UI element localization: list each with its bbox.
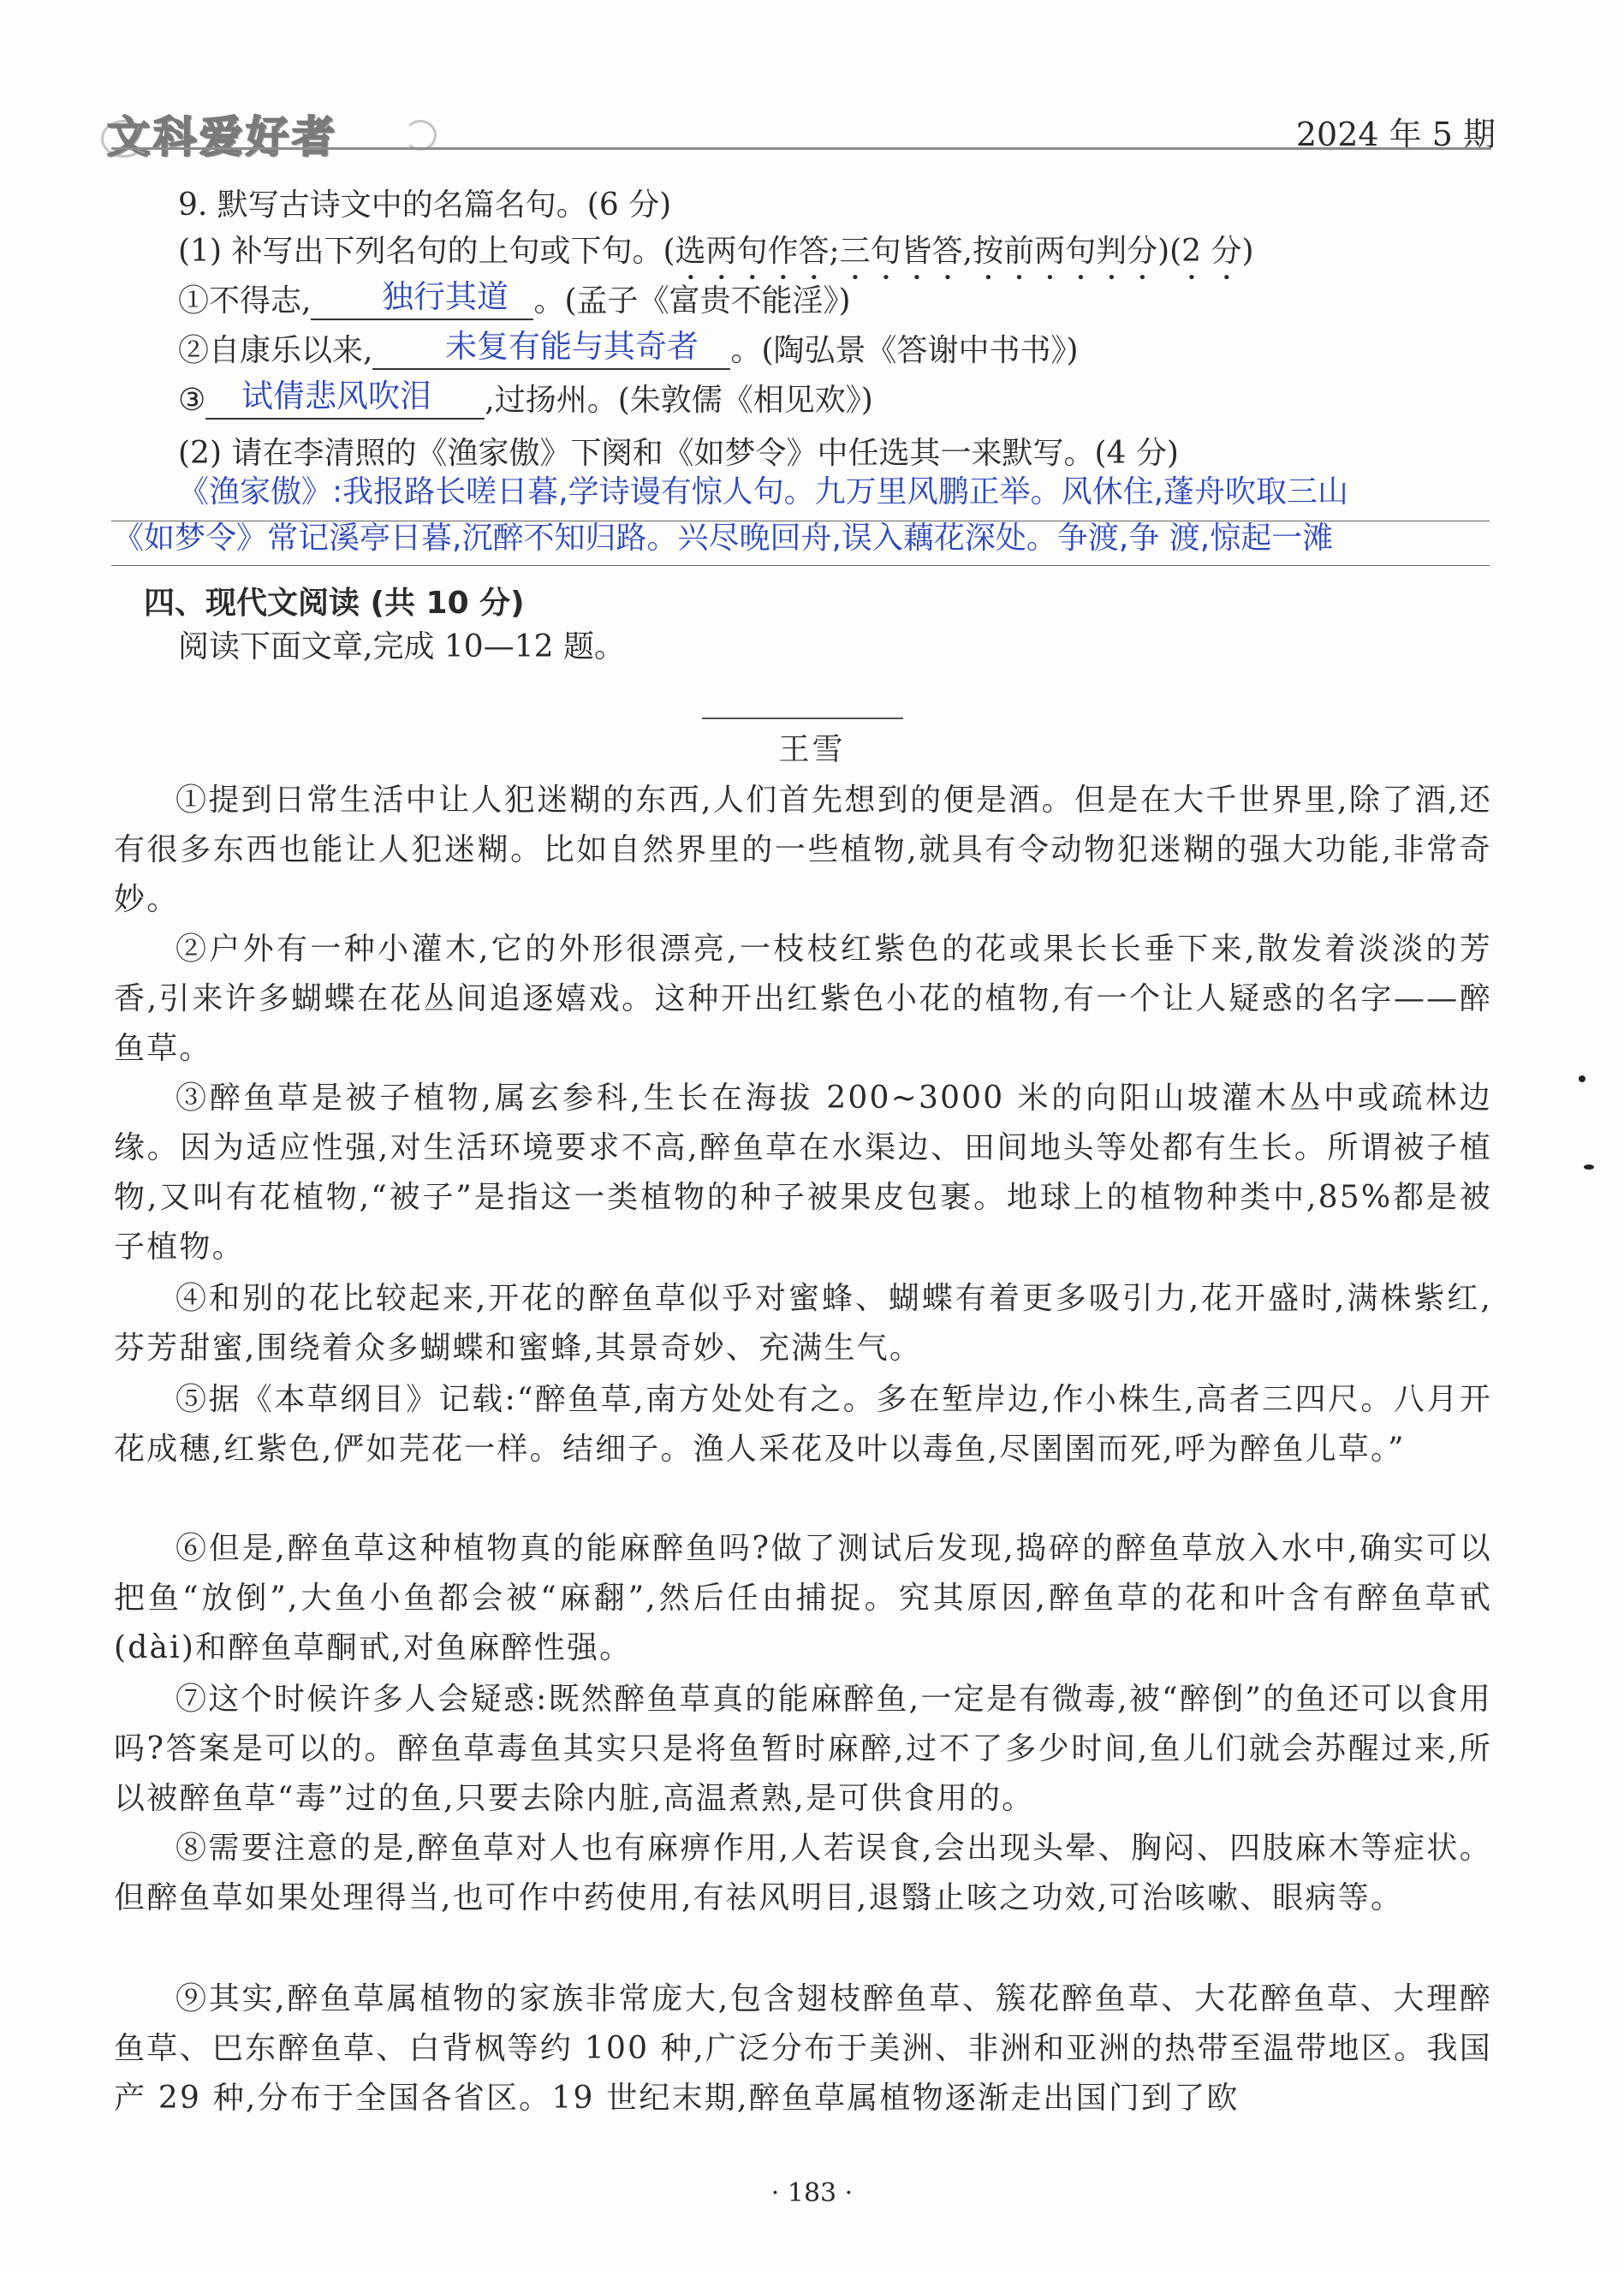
paragraph-6: ⑥但是,醉鱼草这种植物真的能麻醉鱼吗?做了测试后发现,捣碎的醉鱼草放入水中,确实可以把鱼“放倒”,大鱼小鱼都会被“麻翻”,然后任由捕捉。究其原因,醉鱼草的花和叶含有醉鱼草甙(dài)和醉鱼草酮甙,对鱼麻醉性强。 xyxy=(114,1531,1493,1665)
q9-item1-suffix: 。(孟子《富贵不能淫》) xyxy=(533,283,851,319)
q9-item2-prefix: ②自康乐以来, xyxy=(178,333,373,368)
margin-pen-mark xyxy=(1579,1075,1585,1082)
q9-part2: (2) 请在李清照的《渔家傲》下阕和《如梦令》中任选其一来默写。(4 分) xyxy=(178,436,1179,471)
logo-swirl-right xyxy=(404,120,437,151)
page-number: · 183 · xyxy=(770,2178,854,2208)
q9-item1-prefix: ①不得志, xyxy=(178,283,312,319)
paragraph-5: ⑤据《本草纲目》记载:“醉鱼草,南方处处有之。多在堑岸边,作小株生,高者三四尺。八月开花成穗,红紫色,俨如芫花一样。结细子。渔人采花及叶以毒鱼,尽圉圉而死,呼为醉鱼儿草。” xyxy=(114,1382,1492,1467)
section-heading: 四、现代文阅读 (共 10 分) xyxy=(144,586,525,621)
q9-part1-intro: (1) 补写出下列名句的上句或下句。 xyxy=(178,234,663,269)
paragraph-7: ⑦这个时候许多人会疑惑:既然醉鱼草真的能麻醉鱼,一定是有微毒,被“醉倒”的鱼还可以食用吗?答案是可以的。醉鱼草毒鱼其实只是将鱼暂时麻醉,过不了多少时间,鱼儿们就会苏醒过来,所以被醉鱼草“毒”过的鱼,只要去除内脏,高温煮熟,是可供食用的。 xyxy=(114,1682,1492,1816)
article-author: 王雪 xyxy=(778,732,846,767)
q9-answer-line1: 《渔家傲》:我报路长嗟日暮,学诗谩有惊人句。九万里风鹏正举。风休住,蓬舟吹取三山 xyxy=(178,474,1349,509)
header-rule xyxy=(111,147,1491,150)
q9-answer-line2: 《如梦令》常记溪亭日暮,沉醉不知归路。兴尽晚回舟,误入藕花深处。争渡,争 渡,惊起一滩 xyxy=(113,521,1334,556)
margin-pen-mark xyxy=(1584,1164,1594,1170)
section-instruction: 阅读下面文章,完成 10—12 题。 xyxy=(178,629,625,664)
q9-item3-handwritten-answer: 试倩悲风吹泪 xyxy=(241,378,431,414)
q9-item3-suffix: ,过扬州。(朱敦儒《相见欢》) xyxy=(485,383,873,418)
paragraph-8: ⑧需要注意的是,醉鱼草对人也有麻痹作用,人若误食,会出现头晕、胸闷、四肢麻木等症状。但醉鱼草如果处理得当,也可作中药使用,有祛风明目,退翳止咳之功效,可治咳嗽、眼病等。 xyxy=(114,1831,1492,1915)
journal-logo: 文科爱好者 xyxy=(107,112,338,162)
answer-rule-2 xyxy=(111,565,1490,566)
q9-item3-prefix: ③ xyxy=(178,383,206,418)
paragraph-1: ①提到日常生活中让人犯迷糊的东西,人们首先想到的便是酒。但是在大千世界里,除了酒,还有很多东西也能让人犯迷糊。比如自然界里的一些植物,就具有令动物犯迷糊的强大功能,非常奇妙。 xyxy=(114,783,1492,917)
q9-item1-handwritten-answer: 独行其道 xyxy=(382,278,509,315)
paragraph-3: ③醉鱼草是被子植物,属玄参科,生长在海拔 200~3000 米的向阳山坡灌木丛中或疏林边缘。因为适应性强,对生活环境要求不高,醉鱼草在水渠边、田间地头等处都有生长。所谓被子植物,又叫有花植物,“被子”是指这一类植物的种子被果皮包裹。地球上的植物种类中,85%都是被子植物。 xyxy=(114,1081,1492,1265)
q9-item1 xyxy=(178,283,851,320)
issue-number: 2024 年 5 期 xyxy=(1295,116,1496,153)
paragraph-2: ②户外有一种小灌木,它的外形很漂亮,一枝枝红紫色的花或果长长垂下来,散发着淡淡的芳香,引来许多蝴蝶在花丛间追逐嬉戏。这种开出红紫色小花的植物,有一个让人疑惑的名字——醉鱼草。 xyxy=(114,932,1492,1066)
article-title-blank xyxy=(702,718,903,719)
q9-part1 xyxy=(178,233,1254,287)
q9-part1-note: (选两句作答;三句皆答,按前两句判分)(2 分) xyxy=(663,234,1254,269)
paragraph-4: ④和别的花比较起来,开花的醉鱼草似乎对蜜蜂、蝴蝶有着更多吸引力,花开盛时,满株紫红,芬芳甜蜜,围绕着众多蝴蝶和蜜蜂,其景奇妙、充满生气。 xyxy=(114,1281,1492,1366)
q9-item2-handwritten-answer: 未复有能与其奇者 xyxy=(445,328,699,365)
paragraph-9: ⑨其实,醉鱼草属植物的家族非常庞大,包含翅枝醉鱼草、簇花醉鱼草、大花醉鱼草、大理醉鱼草、巴东醉鱼草、白背枫等约 100 种,广泛分布于美洲、非洲和亚洲的热带至温带地区。我国产 29 种,分布于全国各省区。19 世纪末期,醉鱼草属植物逐渐走出国门到了欧 xyxy=(114,1981,1492,2116)
q9-item2-suffix: 。(陶弘景《答谢中书书》) xyxy=(730,333,1079,368)
q9-title: 9. 默写古诗文中的名篇名句。(6 分) xyxy=(178,188,672,223)
